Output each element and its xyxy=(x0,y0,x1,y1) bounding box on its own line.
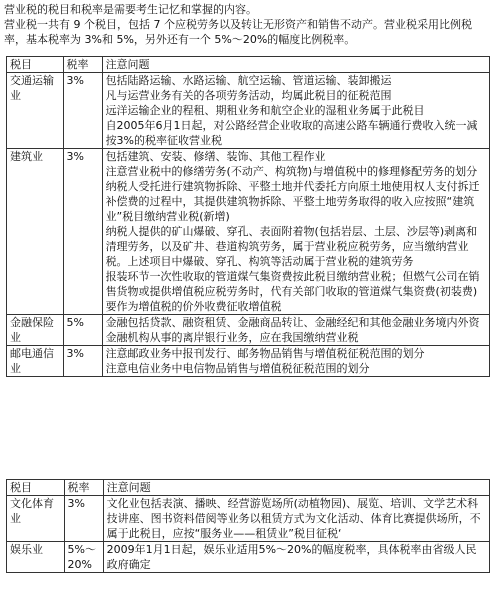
tax-table-1 xyxy=(6,56,490,377)
header-rate: 税率 xyxy=(64,480,103,496)
note-line: 2009年1月1日起，娱乐业适用5%～20%的幅度税率，具体税率由省级人民政府确定 xyxy=(106,543,477,571)
table-header-row xyxy=(7,57,490,73)
row-item: 邮电通信业 xyxy=(7,346,64,377)
row-notes xyxy=(103,542,489,573)
row-notes xyxy=(102,73,489,149)
intro-line-2: 营业税一共有 9 个税目，包括 7 个应税劳务以及转让无形资产和销售不动产。营业税采用比例税率，基本税率为 3%和 5%，另外还有一个 5%～20%的幅度比例税率。 xyxy=(4,18,472,46)
note-line: 报装环节一次性收取的管道煤气集资费按此税目缴纳营业税；但燃气公司在销售货物或提供增值税应税劳务时，代有关部门收取的管道煤气集资费(初装费)要作为增值税的价外收费征收增值税 xyxy=(105,270,480,313)
note-line: 注意邮政业务中报刊发行、邮务物品销售与增值税征税范围的划分 xyxy=(105,347,425,360)
row-notes xyxy=(102,346,489,377)
tax-table-2 xyxy=(6,479,490,573)
row-item: 文化体育业 xyxy=(7,496,65,542)
note-line: 包括建筑、安装、修缮、装饰、其他工程作业 xyxy=(105,150,326,163)
header-item: 税目 xyxy=(7,57,64,73)
row-rate: 5%～20% xyxy=(64,542,103,573)
row-notes xyxy=(102,149,489,315)
note-line: 纳税人提供的矿山爆破、穿孔、表面附着物(包括岩层、土层、沙层等)剥离和清理劳务，以及矿井、巷道构筑劳务，属于营业税应税劳务，应当缴纳营业税。上述项目中爆破、穿孔、构筑等活动属于营业税的建筑劳务 xyxy=(105,225,478,268)
table-row xyxy=(7,73,490,149)
table-row xyxy=(7,346,490,377)
table-header-row xyxy=(7,480,490,496)
note-line: 凡与运营业务有关的各项劳务活动，均属此税目的征税范围 xyxy=(105,89,392,102)
note-line: 自2005年6月1日起，对公路经营企业收取的高速公路车辆通行费收入统一减按3%的税率征收营业税 xyxy=(105,119,478,147)
note-line: 远洋运输企业的程租、期租业务和航空企业的湿租业务属于此税目 xyxy=(105,104,425,117)
row-rate: 3% xyxy=(63,346,102,377)
row-rate: 3% xyxy=(63,149,102,315)
row-notes xyxy=(102,315,489,346)
table-row xyxy=(7,315,490,346)
header-rate: 税率 xyxy=(63,57,102,73)
row-item: 建筑业 xyxy=(7,149,64,315)
note-line: 文化业包括表演、播映、经营游览场所(动植物园)、展览、培训、文学艺术科技讲座、图书资料借阅等业务以租赁方式为文化活动、体育比赛提供场所，不属于此税目，应按“服务业——租赁业”税目征税‘ xyxy=(106,497,481,540)
table-row xyxy=(7,496,490,542)
header-notes: 注意问题 xyxy=(102,57,489,73)
row-item: 金融保险业 xyxy=(7,315,64,346)
row-notes xyxy=(103,496,489,542)
note-line: 注意电信业务中电信物品销售与增值税征税范围的划分 xyxy=(105,362,370,375)
table-row xyxy=(7,542,490,573)
row-rate: 5% xyxy=(63,315,102,346)
note-line: 金融包括贷款、融资租赁、金融商品转让、金融经纪和其他金融业务境内外资金融机构从事的离岸银行业务，应在我国缴纳营业税 xyxy=(105,316,480,344)
note-line: 注意营业税中的修缮劳务(不动产、构筑物)与增值税中的修理修配劳务的划分纳税人受托进行建筑物拆除、平整土地并代委托方向原土地使用权人支付拆迁补偿费的过程中，其提供建筑物拆除、平整土地劳务取得的收入应按照“建筑业”税目缴纳营业税(新增) xyxy=(105,165,480,223)
intro-line-1: 营业税的税目和税率是需要考生记忆和掌握的内容。 xyxy=(4,3,257,16)
header-notes: 注意问题 xyxy=(103,480,489,496)
row-item: 娱乐业 xyxy=(7,542,65,573)
intro-text xyxy=(4,2,490,47)
note-line: 包括陆路运输、水路运输、航空运输、管道运输、装卸搬运 xyxy=(105,74,392,87)
table-row xyxy=(7,149,490,315)
header-item: 税目 xyxy=(7,480,65,496)
row-rate: 3% xyxy=(63,73,102,149)
row-rate: 3% xyxy=(64,496,103,542)
row-item: 交通运输业 xyxy=(7,73,64,149)
